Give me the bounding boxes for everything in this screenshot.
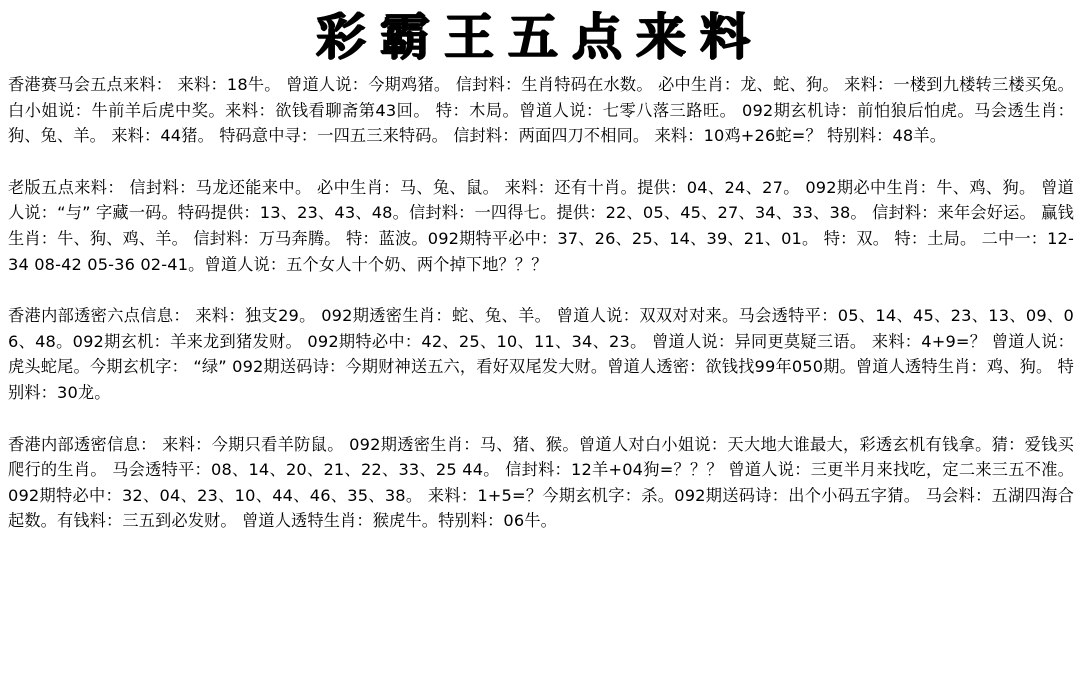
section-hk-internal-six-point: 香港内部透密六点信息： 来料：独支29。 092期透密生肖：蛇、兔、羊。 曾道人说：双双对对来。马会透特平：05、14、45、23、13、09、06、48。092期玄机：羊来龙到猪发财。 092期特必中：42、25、10、11、34、23。 曾道人说：异同更莫疑三语。 来料：4+9=？ 曾道人说：虎头蛇尾。今期玄机字： “绿” 092期送码诗：今期财神送五六，看好双尾发大财。曾道人透密：欲钱找99年050期。曾道人透特生肖：鸡、狗。 特别料：30龙。 — [8, 306, 1074, 402]
section-old-version-five-point: 老版五点来料： 信封料：马龙还能来中。 必中生肖：马、兔、鼠。 来料：还有十肖。提供：04、24、27。 092期必中生肖：牛、鸡、狗。 曾道人说：“与” 字藏一码。特码提供：13、23、43、48。信封料：一四得七。提供：22、05、45、27、34、33、38。 信封料：来年会好运。 赢钱生肖：牛、狗、鸡、羊。 信封料：万马奔腾。 特：蓝波。092期特平必中：37、26、25、14、39、21、01。 特：双。 特：土局。 二中一：12-34 08-42 05-36 02-41。曾道人说：五个女人十个奶、两个掉下地？？？ — [8, 177, 1074, 274]
section-hk-internal-info: 香港内部透密信息： 来料：今期只看羊防鼠。 092期透密生肖：马、猪、猴。曾道人对白小姐说：天大地大谁最大，彩透玄机有钱拿。猜：爱钱买爬行的生肖。 马会透特平：08、14、20、21、22、33、25 44。 信封料：12羊+04狗=？？？ 曾道人说：三更半月来找吃，定二来三五不准。 092期特必中：32、04、23、10、44、46、35、38。 来料：1+5=？今期玄机字：杀。092期送码诗：出个小码五字猜。 马会料：五湖四海合起数。有钱料：三五到必发财。 曾道人透特生肖：猴虎牛。特别料：06牛。 — [8, 434, 1074, 531]
section-hk-jockey-five-point: 香港赛马会五点来料： 来料：18牛。 曾道人说：今期鸡猪。 信封料：生肖特码在水数。 必中生肖：龙、蛇、狗。 来料：一楼到九楼转三楼买兔。白小姐说：牛前羊后虎中奖。来料：欲钱看聊斋第43回。 特：木局。曾道人说：七零八落三路旺。 092期玄机诗：前怕狼后怕虎。马会透生肖：狗、兔、羊。 来料：44猪。 特码意中寻：一四五三来特码。 信封料：两面四刀不相同。 来料：10鸡+26蛇=？ 特别料：48羊。 — [8, 75, 1074, 146]
content-sections — [8, 72, 1074, 560]
page-title: 彩霸王五点来料 — [316, 7, 764, 66]
